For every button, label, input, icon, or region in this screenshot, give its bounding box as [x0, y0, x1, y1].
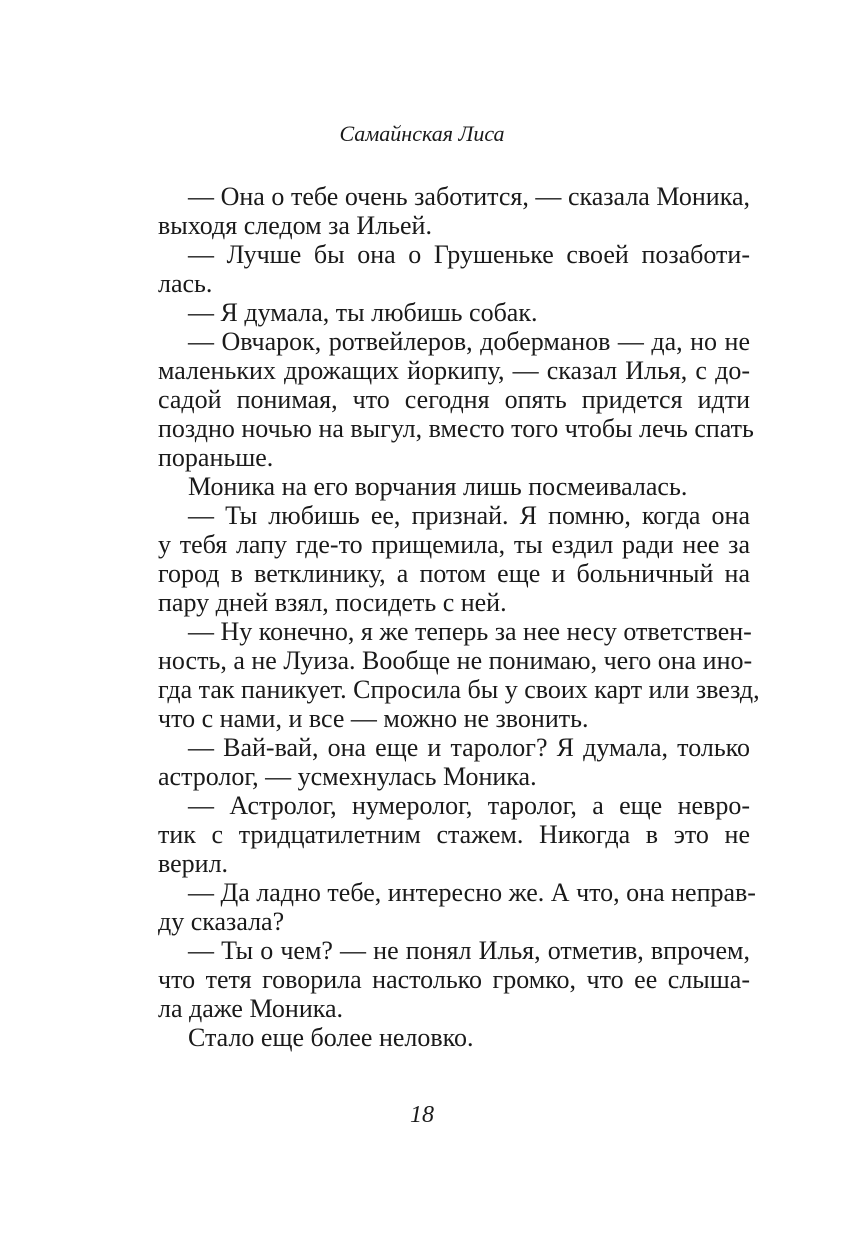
text-line: астролог, — усмехнулась Моника. [158, 762, 537, 791]
text-line: гда так паникует. Спросила бы у своих карт или звезд, [158, 675, 760, 704]
text-line: город в ветклинику, а потом еще и больничный на [158, 559, 750, 588]
text-line: что тетя говорила настолько громко, что ее слыша- [158, 965, 750, 994]
running-head-title: Самайнская Лиса [339, 121, 505, 146]
text-line: тик с тридцатилетним стажем. Никогда в это не [158, 820, 750, 849]
text-line: верил. [158, 849, 229, 878]
text-line: ла даже Моника. [158, 994, 344, 1023]
text-line: садой понимая, что сегодня опять придется идти [158, 385, 750, 414]
text-line: — Ты любишь ее, признай. Я помню, когда она [188, 501, 750, 530]
text-line: у тебя лапу где-то прищемила, ты ездил ради нее за [158, 530, 750, 559]
text-line: — Ты о чем? — не понял Илья, отметив, впрочем, [188, 936, 750, 965]
text-line: ду сказала? [158, 907, 285, 936]
text-line: что с нами, и все — можно не звонить. [158, 704, 589, 733]
body-text [158, 182, 760, 1052]
text-line: Стало еще более неловко. [188, 1023, 474, 1052]
text-line: поздно ночью на выгул, вместо того чтобы лечь спать [158, 414, 754, 443]
text-line: — Овчарок, ротвейлеров, доберманов — да, но не [188, 327, 750, 356]
text-line: — Ну конечно, я же теперь за нее несу ответствен- [188, 617, 752, 646]
text-line: — Я думала, ты любишь собак. [188, 298, 538, 327]
text-line: — Вай-вай, она еще и таролог? Я думала, только [188, 733, 750, 762]
text-line: — Она о тебе очень заботится, — сказала Моника, [188, 182, 750, 211]
text-line: — Да ладно тебе, интересно же. А что, она неправ- [188, 878, 756, 907]
text-line: пару дней взял, посидеть с ней. [158, 588, 507, 617]
text-line: пораньше. [158, 443, 274, 472]
text-line: Моника на его ворчания лишь посмеивалась. [188, 472, 688, 501]
text-line: ность, а не Луиза. Вообще не понимаю, чего она ино- [158, 646, 753, 675]
text-line: выходя следом за Ильей. [158, 211, 432, 240]
text-line: — Лучше бы она о Грушеньке своей позаботи- [188, 240, 750, 269]
page-number: 18 [410, 1102, 434, 1128]
text-line: маленьких дрожащих йоркипу, — сказал Илья, с до- [158, 356, 750, 385]
text-line: — Астролог, нумеролог, таролог, а еще невро- [188, 791, 750, 820]
text-line: лась. [158, 269, 213, 298]
